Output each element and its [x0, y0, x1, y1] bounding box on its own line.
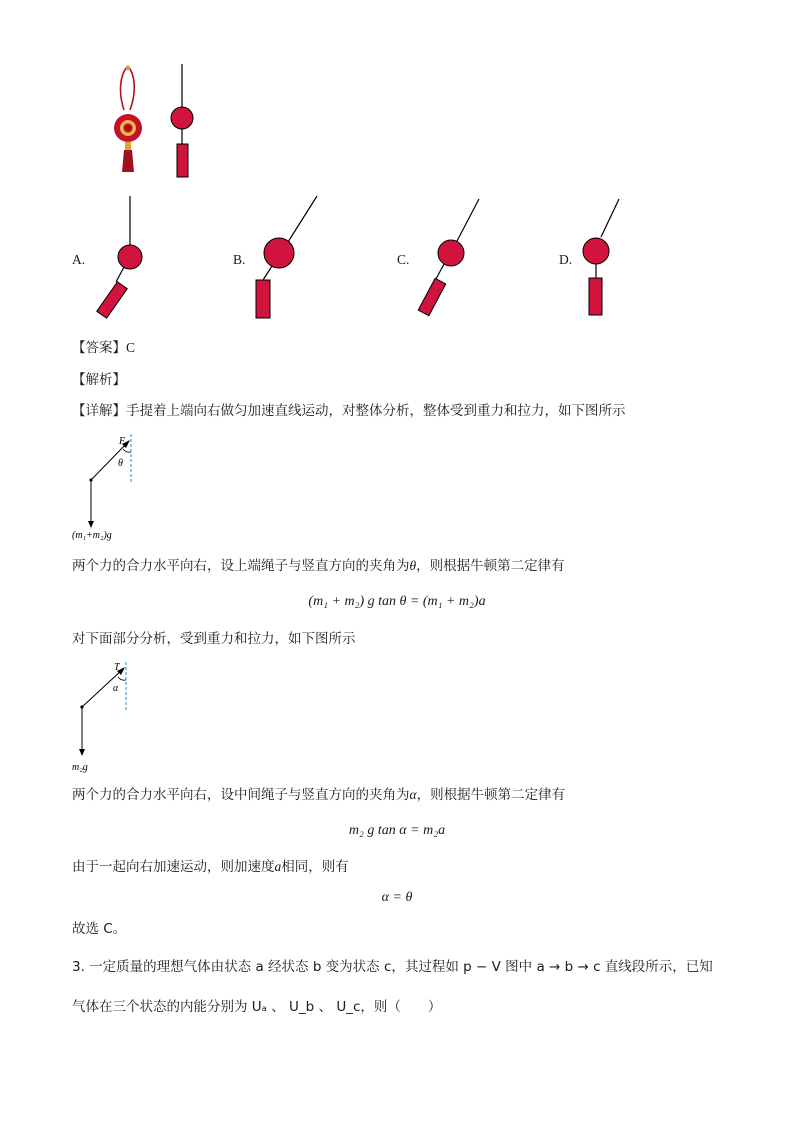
angle-label-theta: θ	[118, 458, 123, 469]
paragraph-5	[72, 857, 349, 877]
force-label-t: T	[114, 662, 120, 673]
paragraph-5-after: 相同，则有	[281, 859, 349, 875]
paragraph-2-after: ，则根据牛顿第二定律有	[416, 558, 565, 574]
paragraph-4-after: ，则根据牛顿第二定律有	[416, 787, 566, 803]
paragraph-2-before: 两个力的合力水平向右，设上端绳子与竖直方向的夹角为	[72, 558, 410, 574]
option-c-label[interactable]: C.	[397, 252, 410, 267]
force-diagram-whole	[72, 432, 152, 544]
answer-value: C	[126, 340, 136, 355]
paragraph-2	[72, 556, 565, 576]
gravity-label-total: (m₁+m₂)g	[72, 530, 112, 541]
paragraph-4-before: 两个力的合力水平向右，设中间绳子与竖直方向的夹角为	[72, 787, 410, 803]
detail-paragraph	[72, 401, 626, 421]
question-3-line-2: 气体在三个状态的内能分别为 Uₐ 、 U_b 、 U_c，则（ ）	[72, 999, 442, 1015]
option-b-label[interactable]: B.	[233, 252, 246, 267]
paragraph-2-symbol: θ	[409, 558, 417, 573]
paragraph-3: 对下面部分分析，受到重力和拉力，如下图所示	[72, 631, 356, 647]
hanging-ornament-diagram	[168, 64, 198, 180]
analysis-heading: 【解析】	[72, 372, 126, 388]
conclusion: 故选 C。	[72, 921, 127, 937]
equation-1: (m₁ + m₂) g tan θ = (m₁ + m₂)a	[308, 594, 486, 609]
equation-3: α = θ	[381, 890, 413, 905]
paragraph-4	[72, 785, 565, 805]
force-diagram-lower	[72, 660, 152, 776]
paragraph-5-before: 由于一起向右加速运动，则加速度	[72, 859, 275, 875]
detail-text: 手提着上端向右做匀加速直线运动，对整体分析，整体受到重力和拉力，如下图所示	[126, 403, 626, 419]
angle-label-alpha: α	[113, 683, 119, 694]
gravity-label-lower: m₂g	[72, 762, 88, 773]
answer-heading: 【答案】	[72, 340, 126, 356]
paragraph-4-symbol: α	[409, 787, 417, 802]
force-label-f: F	[119, 436, 126, 447]
answer-line	[72, 338, 135, 358]
option-b-diagram[interactable]	[250, 196, 325, 321]
option-d-diagram[interactable]	[577, 196, 622, 321]
option-d-label[interactable]: D.	[559, 252, 573, 267]
detail-heading: 【详解】	[72, 403, 126, 419]
question-3-line-1: 3. 一定质量的理想气体由状态 a 经状态 b 变为状态 c，其过程如 p − V 图中 a → b → c 直线段所示，已知	[72, 959, 713, 975]
option-a-label[interactable]: A.	[72, 252, 86, 267]
option-c-diagram[interactable]	[414, 196, 484, 321]
ornament-photo	[100, 62, 160, 180]
equation-2: m₂ g tan α = m₂a	[348, 823, 446, 838]
paragraph-5-symbol: a	[274, 859, 282, 874]
option-a-diagram[interactable]	[92, 196, 152, 321]
